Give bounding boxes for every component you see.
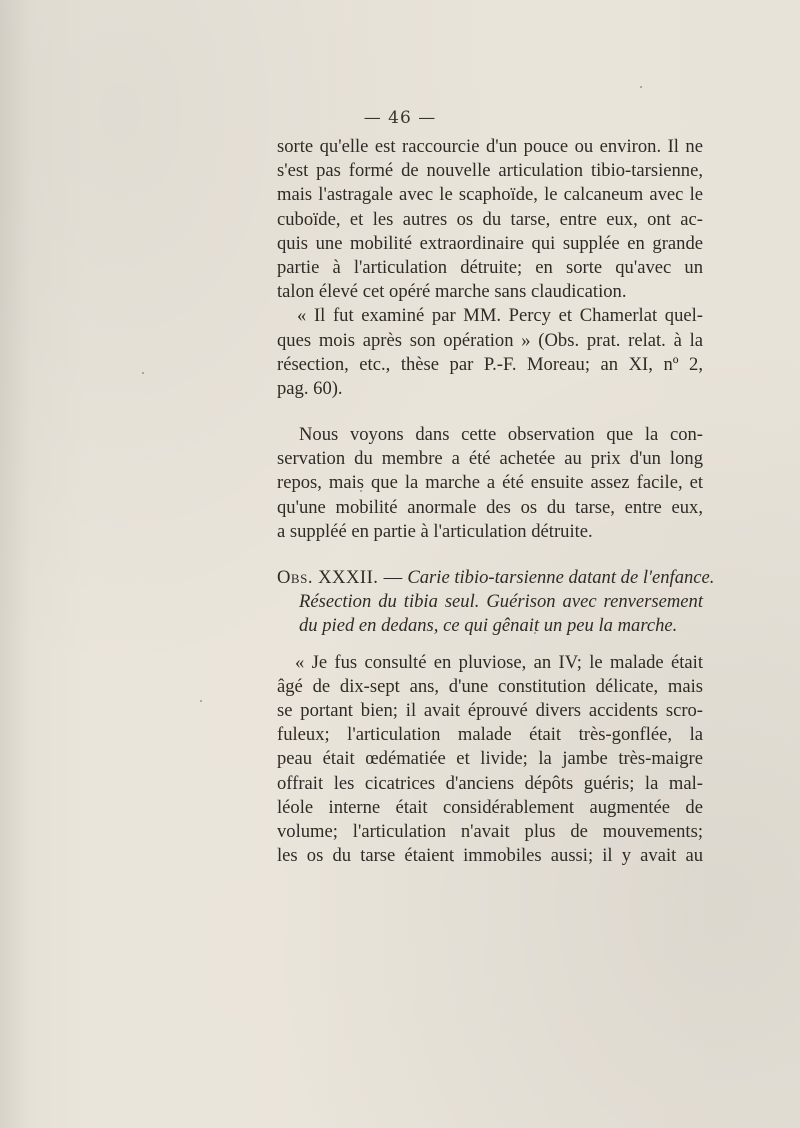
text-line: fuleux; l'articulation malade était très-gonflée, la <box>277 724 703 746</box>
text-line: « Je fus consulté en pluviose, an IV; le malade était <box>295 651 703 673</box>
paragraph-observation <box>277 651 703 869</box>
paragraph-commentary <box>277 423 703 544</box>
text-line: mais l'astragale avec le scaphoïde, le calcaneum avec le <box>277 184 703 206</box>
text-line: s'est pas formé de nouvelle articulation tibio-tarsienne, <box>277 160 703 182</box>
text-line: sorte qu'elle est raccourcie d'un pouce ou environ. Il ne <box>277 136 703 157</box>
text-line: âgé de dix-sept ans, d'une constitution délicate, mais <box>277 675 703 697</box>
text-line: servation du membre a été achetée au prix d'un long <box>277 448 703 470</box>
paper-speck <box>452 860 454 862</box>
paper-speck <box>640 86 642 88</box>
paragraph-gap <box>277 401 703 423</box>
text-line: pag. 60). <box>277 377 343 399</box>
page-number: — 46 — <box>363 108 437 128</box>
observation-heading-line <box>277 566 715 590</box>
text-block <box>277 135 715 868</box>
text-line: a suppléé en partie à l'articulation détruite. <box>277 520 593 542</box>
text-line: talon élevé cet opéré marche sans claudication. <box>277 281 627 303</box>
paragraph-gap <box>277 544 703 566</box>
text-line: partie à l'articulation détruite; en sorte qu'avec un <box>277 256 703 278</box>
observation-heading-line: Résection du tibia seul. Guérison avec renversement <box>299 591 703 613</box>
text-line: repos, mais que la marche a été ensuite assez facile, et <box>277 472 703 494</box>
text-line: peau était œdématiée et livide; la jambe très-maigre <box>277 748 703 770</box>
text-line: Nous voyons dans cette observation que la con- <box>299 424 703 446</box>
text-line: léole interne était considérablement augmentée de <box>277 796 703 818</box>
text-line: volume; l'articulation n'avait plus de mouvements; <box>277 820 703 842</box>
observation-title: Carie tibio-tarsienne datant de l'enfance. <box>407 567 715 588</box>
text-line: se portant bien; il avait éprouvé divers accidents scro- <box>277 699 703 721</box>
text-line: ques mois après son opération » (Obs. prat. relat. à la <box>277 329 703 351</box>
text-line: offrait les cicatrices d'anciens dépôts guéris; la mal- <box>277 772 703 794</box>
paragraph-continuation <box>277 135 703 304</box>
paragraph-quote <box>277 304 703 401</box>
observation-heading-line: du pied en dedans, ce qui gênait un peu la marche. <box>299 615 678 637</box>
text-line: quis une mobilité extraordinaire qui supplée en grande <box>277 232 703 254</box>
text-line: résection, etc., thèse par P.-F. Moreau; an XI, nº 2, <box>277 353 703 375</box>
paragraph-gap <box>277 639 703 651</box>
text-line: « Il fut examiné par MM. Percy et Chamerlat quel- <box>297 305 703 327</box>
paper-speck <box>142 372 144 374</box>
paper-speck <box>534 632 536 634</box>
observation-label: Obs. XXXII. — <box>277 567 403 588</box>
text-line: qu'une mobilité anormale des os du tarse, entre eux, <box>277 496 703 518</box>
text-line: cuboïde, et les autres os du tarse, entre eux, ont ac- <box>277 208 703 230</box>
text-line: les os du tarse étaient immobiles aussi; il y avait au <box>277 845 703 867</box>
paper-speck <box>360 490 362 492</box>
paper-speck <box>200 700 202 702</box>
observation-heading <box>277 566 715 639</box>
